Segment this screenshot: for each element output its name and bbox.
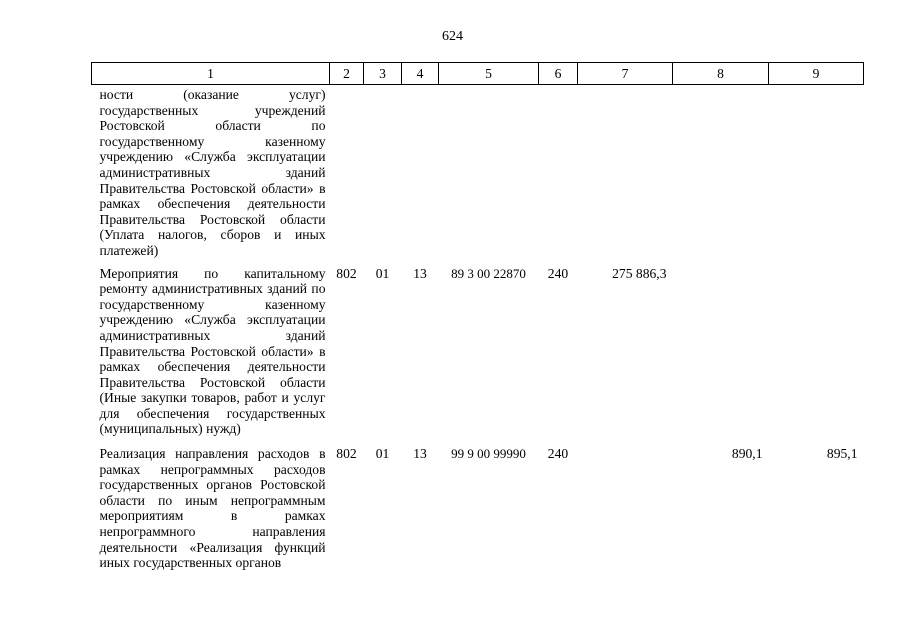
expense-type-code: 240 — [547, 446, 569, 462]
amount-col-8: 890,1 — [731, 446, 763, 462]
expense-type-code — [539, 85, 578, 259]
amount-col-7 — [578, 85, 673, 259]
column-header-6: 6 — [539, 63, 578, 85]
column-header-4: 4 — [402, 63, 439, 85]
ministry-code: 802 — [336, 446, 357, 462]
subsection-code: 13 — [413, 265, 427, 281]
column-header-1: 1 — [92, 63, 330, 85]
table-row — [92, 439, 864, 573]
ministry-code: 802 — [336, 265, 357, 281]
target-article-code: 89 3 00 22870 — [451, 265, 526, 281]
page-number: 624 — [442, 29, 463, 44]
row-description: ности (оказание услуг) государственных учреждений Ростовской области по государственному казенному учреждению «Служба эксплуатации административных зданий Правительства Ростовской области» в рамках обеспечения деятельности Правительства Ростовской области (Уплата налогов, сборов и иных платежей) — [99, 87, 326, 258]
section-code: 01 — [375, 446, 390, 462]
column-header-3: 3 — [364, 63, 402, 85]
amount-col-9: 895,1 — [826, 446, 858, 462]
expense-type-code: 240 — [547, 265, 569, 281]
table-row — [92, 85, 864, 259]
column-number-header-row — [92, 63, 864, 85]
row-description: Реализация направления расходов в рамках непрограммных расходов государственных органов Ростовской области по иным непрограммным мероприятиям в рамках непрограммного направления деятельности «Реализация функций иных государственных органов — [99, 446, 326, 571]
subsection-code: 13 — [413, 446, 427, 462]
amount-col-9 — [769, 259, 864, 440]
column-header-8: 8 — [673, 63, 769, 85]
column-header-9: 9 — [769, 63, 864, 85]
column-header-2: 2 — [330, 63, 364, 85]
section-code: 01 — [375, 265, 390, 281]
budget-table — [91, 62, 864, 573]
target-article-code: 99 9 00 99990 — [451, 446, 526, 462]
amount-col-9 — [769, 85, 864, 259]
amount-col-8 — [673, 85, 769, 259]
amount-col-8 — [673, 259, 769, 440]
row-description: Мероприятия по капитальному ремонту административных зданий по государственному казенному учреждению «Служба эксплуатации административных зданий Правительства Ростовской области» в рамках обеспечения деятельности Правительства Ростовской области (Иные закупки товаров, работ и услуг для обеспечения государственных (муниципальных) нужд) — [99, 265, 326, 437]
amount-col-7: 275 886,3 — [612, 265, 667, 281]
table-row — [92, 259, 864, 440]
subsection-code — [402, 85, 439, 259]
target-article-code — [439, 85, 539, 259]
column-header-7: 7 — [578, 63, 673, 85]
amount-col-7 — [578, 439, 673, 573]
column-header-5: 5 — [439, 63, 539, 85]
section-code — [364, 85, 402, 259]
ministry-code — [330, 85, 364, 259]
